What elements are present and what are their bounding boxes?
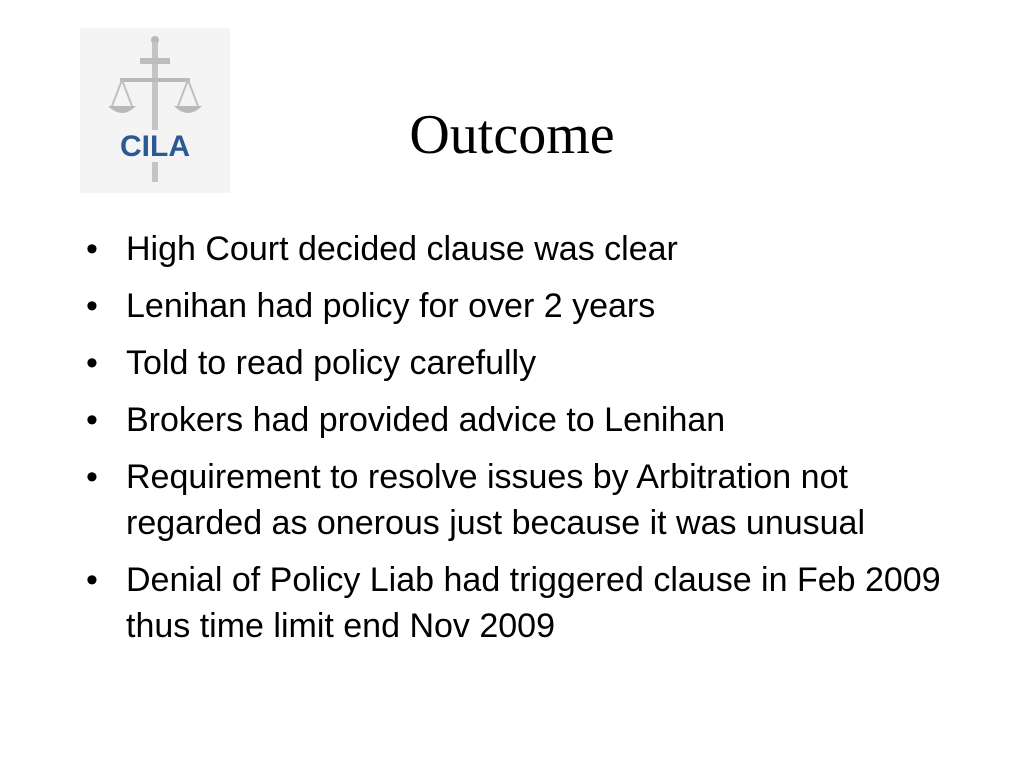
list-item [86,283,966,329]
logo-text: CILA [120,130,190,163]
bullet-dot: • [86,344,98,382]
list-item [86,454,966,546]
bullet-dot: • [86,401,98,439]
bullet-text: Lenihan had policy for over 2 years [126,287,656,325]
list-item [86,226,966,272]
list-item [86,340,966,386]
bullet-dot: • [86,287,98,325]
bullet-text: Requirement to resolve issues by Arbitration not regarded as onerous just because it was unusual [126,458,866,542]
list-item [86,557,966,649]
list-item [86,397,966,443]
bullet-text: High Court decided clause was clear [126,230,678,268]
bullet-dot: • [86,230,98,268]
bullet-text: Told to read policy carefully [126,344,537,382]
bullet-text: Brokers had provided advice to Lenihan [126,401,726,439]
bullet-text: Denial of Policy Liab had triggered clause in Feb 2009 thus time limit end Nov 2009 [126,561,941,645]
slide-title: Outcome [409,104,615,166]
bullet-dot: • [86,561,98,599]
bullet-dot: • [86,458,98,496]
bullet-list [86,226,966,660]
